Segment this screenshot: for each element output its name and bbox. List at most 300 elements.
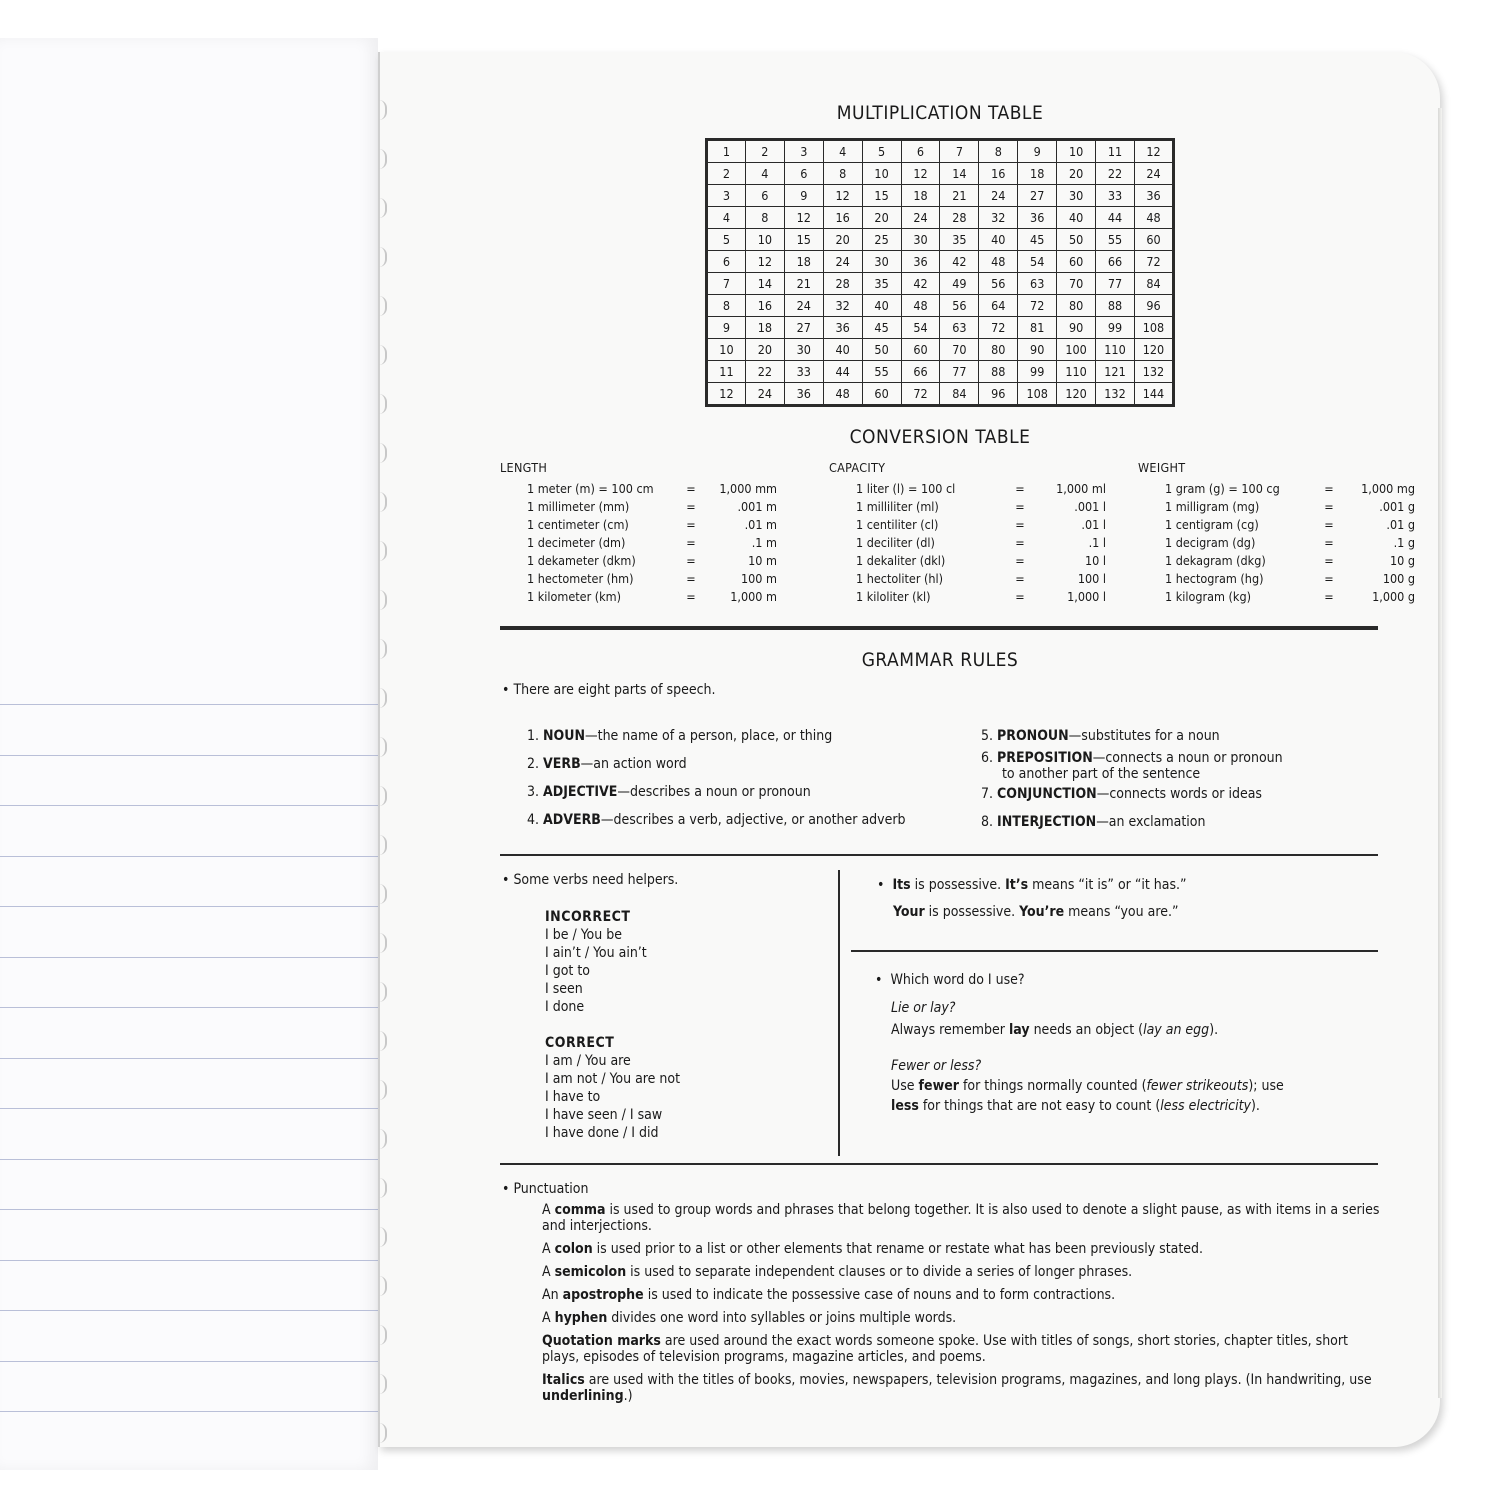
- binding-stitch: [375, 541, 387, 561]
- table-cell: 40: [1057, 207, 1096, 229]
- table-cell: 11: [707, 361, 746, 383]
- binding-stitch: [375, 884, 387, 904]
- conversion-unit: 1 dekagram (dkg): [1165, 552, 1266, 568]
- table-cell: 30: [862, 251, 901, 273]
- table-cell: 24: [901, 207, 940, 229]
- incorrect-example: I done: [545, 999, 585, 1015]
- ruled-line: [0, 1159, 378, 1160]
- conversion-equals: =: [686, 552, 696, 568]
- ruled-line: [0, 856, 378, 857]
- conversion-equals: =: [1324, 570, 1334, 586]
- table-cell: 36: [823, 317, 862, 339]
- conversion-value: 100 g: [1382, 570, 1415, 586]
- conversion-value: 10 g: [1389, 552, 1415, 568]
- table-cell: 55: [862, 361, 901, 383]
- conversion-row: [500, 569, 777, 587]
- table-cell: 64: [979, 295, 1018, 317]
- table-cell: 36: [784, 383, 823, 406]
- table-cell: 84: [1134, 273, 1173, 295]
- conversion-equals: =: [686, 588, 696, 604]
- table-cell: 132: [1096, 383, 1135, 406]
- table-row: [707, 317, 1174, 339]
- conversion-row: [1138, 587, 1415, 605]
- table-cell: 96: [979, 383, 1018, 406]
- correct-verbs: [545, 1034, 680, 1142]
- table-cell: 96: [1134, 295, 1173, 317]
- table-cell: 10: [707, 339, 746, 361]
- conversion-value: .1 g: [1393, 534, 1415, 550]
- table-cell: 8: [979, 140, 1018, 163]
- table-cell: 1: [707, 140, 746, 163]
- punctuation-rule: [542, 1202, 1382, 1234]
- multiplication-table: [705, 138, 1175, 407]
- table-cell: 120: [1057, 383, 1096, 406]
- binding-stitch: [375, 1423, 387, 1443]
- ruled-line: [0, 1007, 378, 1008]
- multiplication-title: MULTIPLICATION TABLE: [836, 102, 1044, 124]
- binding-stitch: [375, 1178, 387, 1198]
- part-of-speech-item: [981, 814, 1283, 842]
- conversion-row: [829, 497, 1106, 515]
- conversion-unit: 1 decimeter (dm): [527, 534, 626, 550]
- table-row: [707, 163, 1174, 185]
- table-cell: 60: [862, 383, 901, 406]
- binding-stitch: [375, 1129, 387, 1149]
- binding-stitch: [375, 443, 387, 463]
- conversion-unit: 1 deciliter (dl): [856, 534, 935, 550]
- table-cell: 16: [823, 207, 862, 229]
- conversion-value: 1,000 l: [1067, 588, 1106, 604]
- punctuation-rule: [542, 1310, 1382, 1326]
- table-cell: 4: [823, 140, 862, 163]
- conversion-equals: =: [686, 498, 696, 514]
- table-cell: 7: [707, 273, 746, 295]
- conversion-capacity-column: [829, 460, 1106, 605]
- table-cell: 100: [1057, 339, 1096, 361]
- part-number: 6.: [981, 750, 994, 766]
- rule-term: underlining: [542, 1388, 624, 1404]
- rule-term: Italics: [542, 1372, 585, 1388]
- table-cell: 9: [707, 317, 746, 339]
- table-cell: 132: [1134, 361, 1173, 383]
- conversion-heading: LENGTH: [500, 460, 548, 475]
- part-definition: —the name of a person, place, or thing: [585, 728, 833, 744]
- table-cell: 21: [784, 273, 823, 295]
- table-cell: 16: [979, 163, 1018, 185]
- binding-stitch: [375, 1031, 387, 1051]
- table-cell: 6: [707, 251, 746, 273]
- ruled-line: [0, 755, 378, 756]
- table-cell: 54: [1018, 251, 1057, 273]
- table-row: [707, 273, 1174, 295]
- incorrect-verbs: [545, 908, 647, 1016]
- binding-stitch: [375, 639, 387, 659]
- correct-example: I am not / You are not: [545, 1071, 681, 1087]
- table-cell: 42: [901, 273, 940, 295]
- conversion-equals: =: [686, 534, 696, 550]
- table-cell: 6: [901, 140, 940, 163]
- conversion-value: 1,000 m: [730, 588, 777, 604]
- table-cell: 30: [784, 339, 823, 361]
- conversion-row: [1138, 569, 1415, 587]
- binding-stitch: [375, 737, 387, 757]
- table-cell: 2: [707, 163, 746, 185]
- conversion-equals: =: [1324, 498, 1334, 514]
- grammar-title: GRAMMAR RULES: [861, 649, 1019, 671]
- table-cell: 27: [1018, 185, 1057, 207]
- conversion-equals: =: [1015, 534, 1025, 550]
- conversion-row: [829, 587, 1106, 605]
- punctuation-rule: [542, 1333, 1382, 1365]
- table-cell: 24: [1134, 163, 1173, 185]
- table-cell: 12: [707, 383, 746, 406]
- table-cell: 30: [1057, 185, 1096, 207]
- table-cell: 88: [979, 361, 1018, 383]
- incorrect-example: I seen: [545, 981, 583, 997]
- rule-term: colon: [554, 1241, 593, 1257]
- table-cell: 56: [940, 295, 979, 317]
- rule-text: is used to separate independent clauses or to divide a series of longer phrases.: [626, 1264, 1133, 1280]
- conversion-row: [1138, 497, 1415, 515]
- part-word: PREPOSITION: [997, 750, 1093, 766]
- table-cell: 32: [823, 295, 862, 317]
- conversion-value: 1,000 mm: [719, 480, 777, 496]
- conversion-row: [1138, 551, 1415, 569]
- table-cell: 8: [745, 207, 784, 229]
- conversion-unit: 1 liter (l) = 100 cl: [856, 480, 956, 496]
- table-cell: 40: [979, 229, 1018, 251]
- page-stack-edge: [1438, 108, 1442, 1398]
- table-cell: 45: [862, 317, 901, 339]
- parts-of-speech-intro: • There are eight parts of speech.: [502, 682, 716, 698]
- table-cell: 20: [745, 339, 784, 361]
- vertical-divider: [838, 870, 840, 1156]
- rule-term: Quotation marks: [542, 1333, 661, 1349]
- table-cell: 44: [1096, 207, 1135, 229]
- table-cell: 8: [707, 295, 746, 317]
- table-cell: 36: [1134, 185, 1173, 207]
- part-word: VERB: [543, 756, 581, 772]
- punctuation-rule: [542, 1287, 1382, 1303]
- table-cell: 5: [862, 140, 901, 163]
- binding-stitch: [375, 982, 387, 1002]
- rule-term: apostrophe: [562, 1287, 644, 1303]
- table-cell: 22: [745, 361, 784, 383]
- table-cell: 15: [862, 185, 901, 207]
- conversion-value: 100 m: [741, 570, 777, 586]
- binding-stitch: [375, 492, 387, 512]
- table-cell: 22: [1096, 163, 1135, 185]
- conversion-unit: 1 dekameter (dkm): [527, 552, 636, 568]
- table-cell: 48: [823, 383, 862, 406]
- table-cell: 60: [1134, 229, 1173, 251]
- table-cell: 18: [1018, 163, 1057, 185]
- table-cell: 72: [1018, 295, 1057, 317]
- table-row: [707, 140, 1174, 163]
- table-cell: 70: [940, 339, 979, 361]
- correct-label: CORRECT: [545, 1035, 615, 1051]
- binding-stitch: [375, 296, 387, 316]
- table-row: [707, 361, 1174, 383]
- conversion-unit: 1 hectoliter (hl): [856, 570, 944, 586]
- ruled-line: [0, 1260, 378, 1261]
- table-cell: 14: [940, 163, 979, 185]
- table-cell: 3: [784, 140, 823, 163]
- part-definition: —describes a noun or pronoun: [617, 784, 811, 800]
- rule-text: is used to group words and phrases that belong together. It is also used to denote a slight pause, as with items in a series and interjections.: [542, 1202, 1380, 1234]
- part-definition: —an exclamation: [1096, 814, 1206, 830]
- table-row: [707, 185, 1174, 207]
- binding-stitch: [375, 100, 387, 120]
- rule-text: .): [623, 1388, 633, 1404]
- conversion-row: [829, 533, 1106, 551]
- punctuation-list: [542, 1202, 1382, 1411]
- conversion-value: .001 g: [1379, 498, 1415, 514]
- table-cell: 28: [823, 273, 862, 295]
- parts-list-left: [527, 728, 906, 840]
- conversion-unit: 1 kilogram (kg): [1165, 588, 1251, 604]
- binding-stitch: [375, 247, 387, 267]
- conversion-equals: =: [1015, 498, 1025, 514]
- table-row: [707, 339, 1174, 361]
- part-of-speech-item: [527, 812, 906, 840]
- conversion-row: [1138, 533, 1415, 551]
- part-of-speech-item: [527, 756, 906, 784]
- part-number: 3.: [527, 784, 540, 800]
- conversion-row: [1138, 515, 1415, 533]
- binding-stitch: [375, 933, 387, 953]
- table-cell: 33: [1096, 185, 1135, 207]
- conversion-title: CONVERSION TABLE: [849, 426, 1031, 448]
- binding-stitch: [375, 1374, 387, 1394]
- ruled-line: [0, 1058, 378, 1059]
- conversion-equals: =: [1015, 552, 1025, 568]
- table-cell: 4: [745, 163, 784, 185]
- conversion-value: 100 l: [1077, 570, 1106, 586]
- conversion-row: [829, 515, 1106, 533]
- table-cell: 28: [940, 207, 979, 229]
- divider: [500, 854, 1378, 856]
- table-cell: 18: [745, 317, 784, 339]
- binding-stitch: [375, 149, 387, 169]
- table-cell: 18: [784, 251, 823, 273]
- part-word: ADJECTIVE: [543, 784, 618, 800]
- table-cell: 72: [901, 383, 940, 406]
- part-number: 5.: [981, 728, 994, 744]
- table-cell: 48: [901, 295, 940, 317]
- table-cell: 32: [979, 207, 1018, 229]
- table-cell: 90: [1057, 317, 1096, 339]
- divider: [851, 950, 1378, 952]
- ruled-line: [0, 805, 378, 806]
- conversion-equals: =: [1324, 552, 1334, 568]
- conversion-row: [829, 479, 1106, 497]
- part-number: 8.: [981, 814, 994, 830]
- divider: [500, 1163, 1378, 1165]
- table-cell: 12: [1134, 140, 1173, 163]
- part-number: 2.: [527, 756, 540, 772]
- punctuation-rule: [542, 1372, 1382, 1404]
- part-definition: —substitutes for a noun: [1068, 728, 1220, 744]
- table-cell: 48: [1134, 207, 1173, 229]
- conversion-unit: 1 decigram (dg): [1165, 534, 1256, 550]
- rule-prefix: A: [542, 1202, 555, 1218]
- table-cell: 5: [707, 229, 746, 251]
- conversion-row: [500, 479, 777, 497]
- table-cell: 36: [1018, 207, 1057, 229]
- table-cell: 121: [1096, 361, 1135, 383]
- table-cell: 20: [1057, 163, 1096, 185]
- table-cell: 77: [1096, 273, 1135, 295]
- conversion-row: [500, 587, 777, 605]
- table-row: [707, 383, 1174, 406]
- table-cell: 25: [862, 229, 901, 251]
- ruled-line: [0, 1361, 378, 1362]
- conversion-value: 1,000 ml: [1056, 480, 1106, 496]
- fewer-less-question: Fewer or less?: [891, 1058, 982, 1074]
- punctuation-intro: • Punctuation: [502, 1181, 589, 1197]
- rule-text: are used around the exact words someone spoke. Use with titles of songs, short stories, chapter titles, short plays, episodes of television programs, magazine articles, and poems.: [542, 1333, 1348, 1365]
- table-cell: 10: [1057, 140, 1096, 163]
- table-cell: 15: [784, 229, 823, 251]
- rule-prefix: A: [542, 1241, 555, 1257]
- table-cell: 49: [940, 273, 979, 295]
- table-cell: 40: [823, 339, 862, 361]
- binding-stitch: [375, 198, 387, 218]
- table-row: [707, 207, 1174, 229]
- rule-term: comma: [554, 1202, 606, 1218]
- part-definition: —an action word: [580, 756, 687, 772]
- rule-prefix: A: [542, 1264, 555, 1280]
- table-cell: 70: [1057, 273, 1096, 295]
- ruled-line: [0, 906, 378, 907]
- ruled-line: [0, 1411, 378, 1412]
- rule-text: is used prior to a list or other elements that rename or restate what has been previously stated.: [592, 1241, 1204, 1257]
- ruled-line: [0, 704, 378, 705]
- correct-example: I have to: [545, 1089, 601, 1105]
- table-cell: 12: [901, 163, 940, 185]
- rule-text: are used with the titles of books, movies, newspapers, television programs, magazines, and long plays. (In handwriting, use: [584, 1372, 1372, 1388]
- table-cell: 110: [1096, 339, 1135, 361]
- table-cell: 10: [745, 229, 784, 251]
- table-cell: 60: [901, 339, 940, 361]
- table-cell: 120: [1134, 339, 1173, 361]
- incorrect-example: I ain’t / You ain’t: [545, 945, 647, 961]
- binding-stitch: [375, 345, 387, 365]
- table-cell: 6: [784, 163, 823, 185]
- conversion-row: [500, 515, 777, 533]
- table-cell: 6: [745, 185, 784, 207]
- table-cell: 99: [1096, 317, 1135, 339]
- conversion-unit: 1 hectogram (hg): [1165, 570, 1264, 586]
- rule-prefix: A: [542, 1310, 555, 1326]
- parts-list-right: [981, 728, 1283, 842]
- conversion-unit: 1 millimeter (mm): [527, 498, 630, 514]
- conversion-unit: 1 meter (m) = 100 cm: [527, 480, 654, 496]
- table-cell: 3: [707, 185, 746, 207]
- table-cell: 11: [1096, 140, 1135, 163]
- table-cell: 12: [823, 185, 862, 207]
- conversion-equals: =: [1015, 516, 1025, 532]
- binding-stitch: [375, 1080, 387, 1100]
- fewer-less-answer-2: less for things that are not easy to count (less electricity).: [891, 1098, 1260, 1114]
- punctuation-rule: [542, 1264, 1382, 1280]
- conversion-value: .1 m: [751, 534, 777, 550]
- table-cell: 77: [940, 361, 979, 383]
- table-cell: 20: [823, 229, 862, 251]
- conversion-equals: =: [1015, 480, 1025, 496]
- conversion-row: [829, 551, 1106, 569]
- your-rule: Your is possessive. You’re means “you are.”: [893, 904, 1179, 920]
- conversion-unit: 1 dekaliter (dkl): [856, 552, 946, 568]
- binding-stitch: [375, 835, 387, 855]
- conversion-unit: 1 centigram (cg): [1165, 516, 1259, 532]
- conversion-value: .1 l: [1088, 534, 1106, 550]
- part-of-speech-item: [981, 750, 1283, 786]
- conversion-unit: 1 kilometer (km): [527, 588, 622, 604]
- table-cell: 44: [823, 361, 862, 383]
- part-word: ADVERB: [543, 812, 601, 828]
- part-of-speech-item: [981, 786, 1283, 814]
- table-cell: 72: [1134, 251, 1173, 273]
- table-cell: 20: [862, 207, 901, 229]
- table-cell: 48: [979, 251, 1018, 273]
- conversion-equals: =: [1324, 516, 1334, 532]
- table-cell: 40: [862, 295, 901, 317]
- conversion-row: [500, 533, 777, 551]
- table-cell: 108: [1018, 383, 1057, 406]
- binding-stitch: [375, 1276, 387, 1296]
- part-of-speech-item: [527, 728, 906, 756]
- table-cell: 110: [1057, 361, 1096, 383]
- part-definition-cont: to another part of the sentence: [1002, 766, 1201, 782]
- binding-stitch: [375, 786, 387, 806]
- table-cell: 63: [940, 317, 979, 339]
- conversion-equals: =: [1324, 480, 1334, 496]
- part-of-speech-item: [527, 784, 906, 812]
- table-row: [707, 295, 1174, 317]
- conversion-row: [829, 569, 1106, 587]
- table-cell: 80: [979, 339, 1018, 361]
- table-cell: 33: [784, 361, 823, 383]
- lie-lay-answer: Always remember lay needs an object (lay an egg).: [891, 1022, 1219, 1038]
- conversion-equals: =: [1015, 588, 1025, 604]
- conversion-value: .01 l: [1081, 516, 1106, 532]
- table-cell: 8: [823, 163, 862, 185]
- binding-stitch: [375, 1227, 387, 1247]
- conversion-unit: 1 centimeter (cm): [527, 516, 629, 532]
- part-number: 1.: [527, 728, 540, 744]
- conversion-equals: =: [686, 570, 696, 586]
- table-cell: 50: [862, 339, 901, 361]
- part-definition: —connects a noun or pronoun: [1092, 750, 1283, 766]
- table-cell: 12: [784, 207, 823, 229]
- conversion-value: .001 l: [1074, 498, 1106, 514]
- conversion-unit: 1 gram (g) = 100 cg: [1165, 480, 1280, 496]
- table-cell: 42: [940, 251, 979, 273]
- lie-lay-question: Lie or lay?: [891, 1000, 956, 1016]
- conversion-value: 10 m: [748, 552, 777, 568]
- conversion-row: [500, 551, 777, 569]
- binding-stitch: [375, 394, 387, 414]
- table-cell: 24: [979, 185, 1018, 207]
- table-cell: 2: [745, 140, 784, 163]
- table-cell: 16: [745, 295, 784, 317]
- conversion-row: [500, 497, 777, 515]
- conversion-unit: 1 milligram (mg): [1165, 498, 1260, 514]
- table-cell: 90: [1018, 339, 1057, 361]
- incorrect-example: I be / You be: [545, 927, 622, 943]
